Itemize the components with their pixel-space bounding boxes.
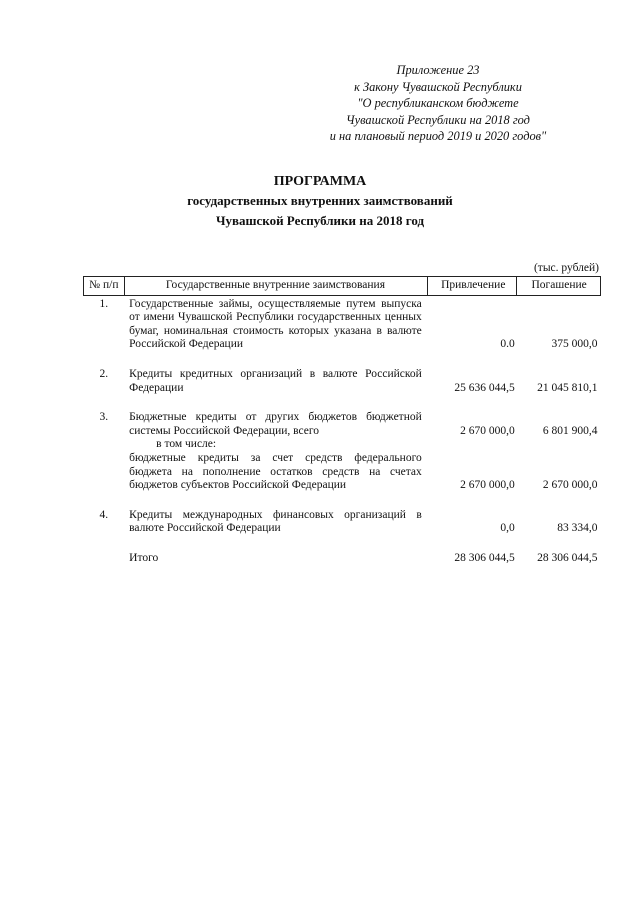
- row-num: 2.: [99, 367, 109, 380]
- table-subrow: [84, 452, 601, 493]
- header-num: № п/п: [84, 277, 125, 296]
- total-repayment: 28 306 044,5: [537, 551, 598, 564]
- row-attraction: 0.0: [500, 338, 515, 351]
- table-row: [84, 507, 601, 536]
- appendix-line: Приложение 23: [396, 63, 480, 77]
- title-line-2: государственных внутренних заимствований: [187, 193, 453, 208]
- row-name: Кредиты кредитных организаций в валюте Российской Федерации: [129, 367, 422, 394]
- header-repayment: Погашение: [517, 277, 601, 296]
- appendix-line: к Закону Чувашской Республики: [354, 79, 522, 94]
- row-name: Бюджетные кредиты от других бюджетов бюджетной системы Российской Федерации, всего: [129, 411, 422, 437]
- row-name: Государственные займы, осуществляемые путем выпуска от имени Чувашской Республики государственных ценных бумаг, номинальная стоимость которых указана в валюте Российской Федерации: [129, 297, 422, 351]
- table-row: [84, 295, 601, 352]
- appendix-line: Чувашской Республики на 2018 год: [346, 112, 530, 127]
- row-attraction: 0,0: [500, 522, 515, 535]
- title-main: ПРОГРАММА: [273, 174, 367, 189]
- row-num: 1.: [99, 297, 109, 310]
- subrow-repayment: 2 670 000,0: [542, 479, 598, 492]
- subrow-attraction: 2 670 000,0: [460, 479, 515, 492]
- row-num: 4.: [99, 508, 109, 521]
- row-attraction: 25 636 044,5: [454, 381, 515, 394]
- row-repayment: 6 801 900,4: [542, 424, 598, 437]
- row-repayment: 83 334,0: [557, 522, 598, 535]
- table-header-row: [84, 277, 601, 296]
- row-repayment: 375 000,0: [551, 338, 598, 351]
- row-attraction: 2 670 000,0: [460, 424, 515, 437]
- subrow-name: бюджетные кредиты за счет средств федерального бюджета на пополнение остатков средств на счетах бюджетов субъектов Российской Федерации: [129, 451, 422, 492]
- table-row: [84, 409, 601, 438]
- table-row-including: [84, 438, 601, 452]
- units-note: (тыс. рублей): [533, 262, 599, 274]
- header-name: Государственные внутренние заимствования: [124, 277, 428, 296]
- table-total-row: [84, 550, 601, 566]
- row-num: 3.: [99, 411, 109, 424]
- header-attraction: Привлечение: [428, 277, 517, 296]
- appendix-note: [288, 62, 588, 145]
- including-label: в том числе:: [156, 438, 217, 451]
- row-name: Кредиты международных финансовых организаций в валюте Российской Федерации: [129, 508, 422, 535]
- total-label: Итого: [129, 551, 159, 564]
- total-attraction: 28 306 044,5: [454, 551, 515, 564]
- borrowing-table: [83, 276, 601, 566]
- row-repayment: 21 045 810,1: [537, 381, 598, 394]
- title-line-3: Чувашской Республики на 2018 год: [215, 213, 425, 228]
- appendix-line: "О республиканском бюджете: [357, 96, 519, 110]
- document-title: [0, 172, 640, 231]
- table-row: [84, 366, 601, 395]
- appendix-line: и на плановый период 2019 и 2020 годов": [329, 129, 547, 143]
